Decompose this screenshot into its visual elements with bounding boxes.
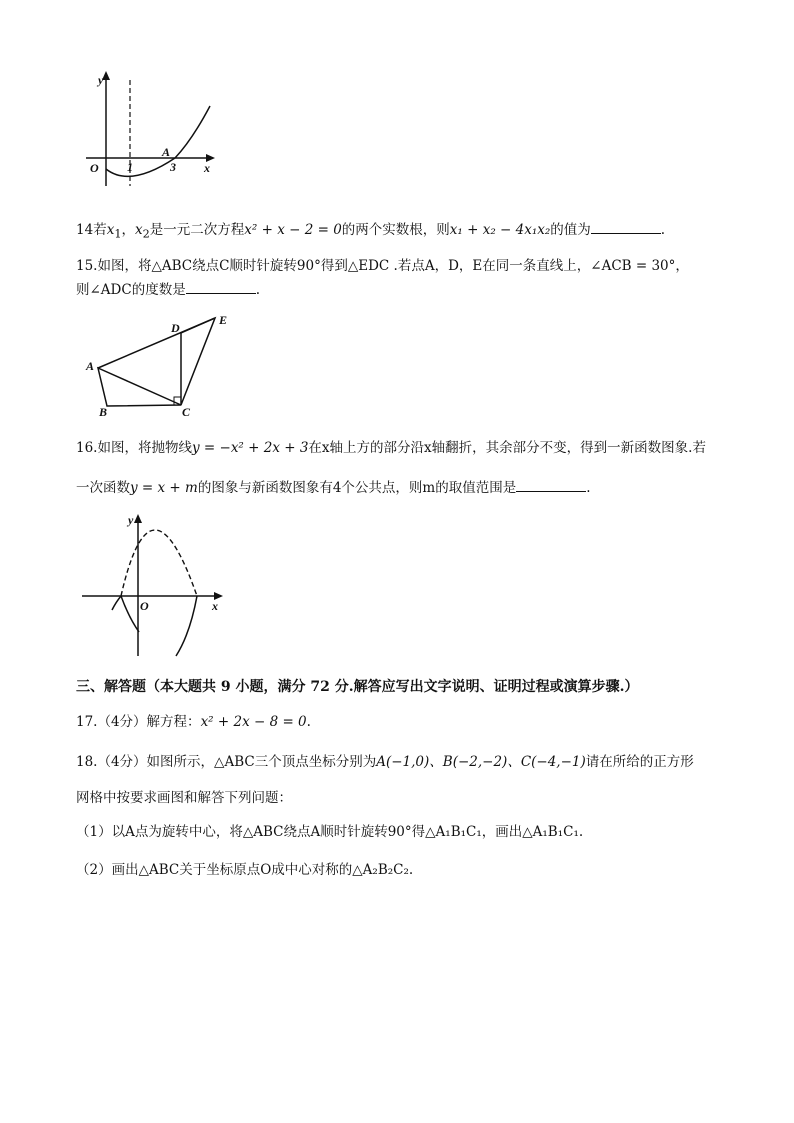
q14-equation: x² + x − 2 = 0: [244, 222, 342, 238]
triangle-abc: [98, 368, 181, 406]
question-18-line-2: 网格中按要求画图和解答下列问题：: [76, 790, 292, 806]
question-16-line-1: [76, 436, 706, 456]
q14-text-2: 是一元二次方程: [149, 222, 245, 238]
right-lower-branch: [176, 596, 197, 656]
figure-q16-folded-parabola: [80, 510, 240, 660]
q14-text-4: 的值为: [550, 222, 591, 238]
q14-sub-1: 1: [114, 227, 122, 241]
q17-equation: x² + 2x − 8 = 0: [200, 714, 307, 730]
q14-end: .: [660, 222, 666, 238]
origin-label: O: [90, 161, 99, 175]
figure-q13-parabola: [80, 68, 220, 196]
tick-label-3: 3: [170, 160, 176, 174]
q14-number: 14: [76, 222, 94, 238]
q14-sep: ，: [121, 222, 135, 238]
q16-end: .: [586, 480, 591, 496]
q15-answer-blank[interactable]: [186, 281, 256, 294]
q14-var-x1: x: [106, 222, 115, 238]
q16-answer-blank[interactable]: [516, 479, 586, 492]
question-18-part-1: （1）以A点为旋转中心，将△ABC绕点A顺时针旋转90°得△A₁B₁C₁，画出△A₁B₁C₁.: [76, 824, 584, 840]
q14-var-x2: x: [134, 222, 143, 238]
q15-text: 则∠ADC的度数是: [76, 282, 186, 298]
vertex-a-label: A: [86, 359, 95, 373]
vertex-d-label: D: [171, 321, 180, 335]
q18-text-2: 请在所给的正方形: [585, 754, 694, 770]
y-axis-label: y: [128, 513, 134, 527]
parabola-curve: [106, 106, 210, 176]
vertex-b-label: B: [99, 405, 108, 419]
q14-answer-blank[interactable]: [591, 221, 661, 234]
question-18-line-1: [76, 750, 694, 770]
question-16-line-2: [76, 476, 591, 496]
q15-end: .: [255, 282, 261, 298]
x-axis-label: x: [204, 161, 210, 175]
origin-label: O: [140, 599, 149, 613]
line-ade: [98, 318, 215, 368]
question-17: [76, 710, 311, 730]
question-15-line-1: 15.如图，将△ABC绕点C顺时针旋转90°得到△EDC .若点A，D，E在同一条直线上，∠ACB = 30°，: [76, 258, 689, 274]
q14-text-3: 的两个实数根，则: [341, 222, 450, 238]
q16-text-4: 的图象与新函数图象有4个公共点，则m的取值范围是: [197, 480, 517, 496]
q16-equation: y = −x² + 2x + 3: [191, 440, 309, 456]
question-15-line-2: [76, 278, 260, 298]
question-18-part-2: （2）画出△ABC关于坐标原点O成中心对称的△A₂B₂C₂.: [76, 862, 414, 878]
left-lower-branch: [121, 596, 139, 632]
q16-text-2: 在x轴上方的部分沿x轴翻折，其余部分不变，得到一新函数图象.若: [308, 440, 706, 456]
q16-text-1: 16.如图，将抛物线: [76, 440, 192, 456]
vertex-e-label: E: [219, 313, 228, 327]
y-axis-arrow-icon: [134, 514, 142, 523]
tick-label-1: 1: [127, 160, 133, 174]
q18-coordinates: A(−1,0)、B(−2,−2)、C(−4,−1): [376, 754, 586, 770]
y-axis-label: y: [98, 73, 104, 87]
q17-end: .: [306, 714, 311, 730]
figure-q15-triangles: [80, 310, 240, 420]
x-axis-label: x: [212, 599, 218, 613]
q18-text-1: 18.（4分）如图所示，△ABC三个顶点坐标分别为: [76, 754, 377, 770]
question-14: [76, 218, 665, 241]
q16-line-equation: y = x + m: [130, 480, 198, 496]
vertex-c-label: C: [182, 405, 191, 419]
q14-text-1: 若: [93, 222, 107, 238]
q14-sub-2: 2: [142, 227, 150, 241]
point-a-label: A: [162, 145, 171, 159]
q17-label: 17.（4分）解方程：: [76, 714, 201, 730]
section-3-heading: 三、解答题（本大题共 9 小题，满分 72 分.解答应写出文字说明、证明过程或演算步骤.）: [76, 679, 639, 695]
q16-text-3: 一次函数: [76, 480, 130, 496]
q14-expression: x₁ + x₂ − 4x₁x₂: [449, 222, 551, 238]
left-fold-stub: [112, 596, 121, 610]
original-parabola-dashed: [121, 530, 197, 596]
